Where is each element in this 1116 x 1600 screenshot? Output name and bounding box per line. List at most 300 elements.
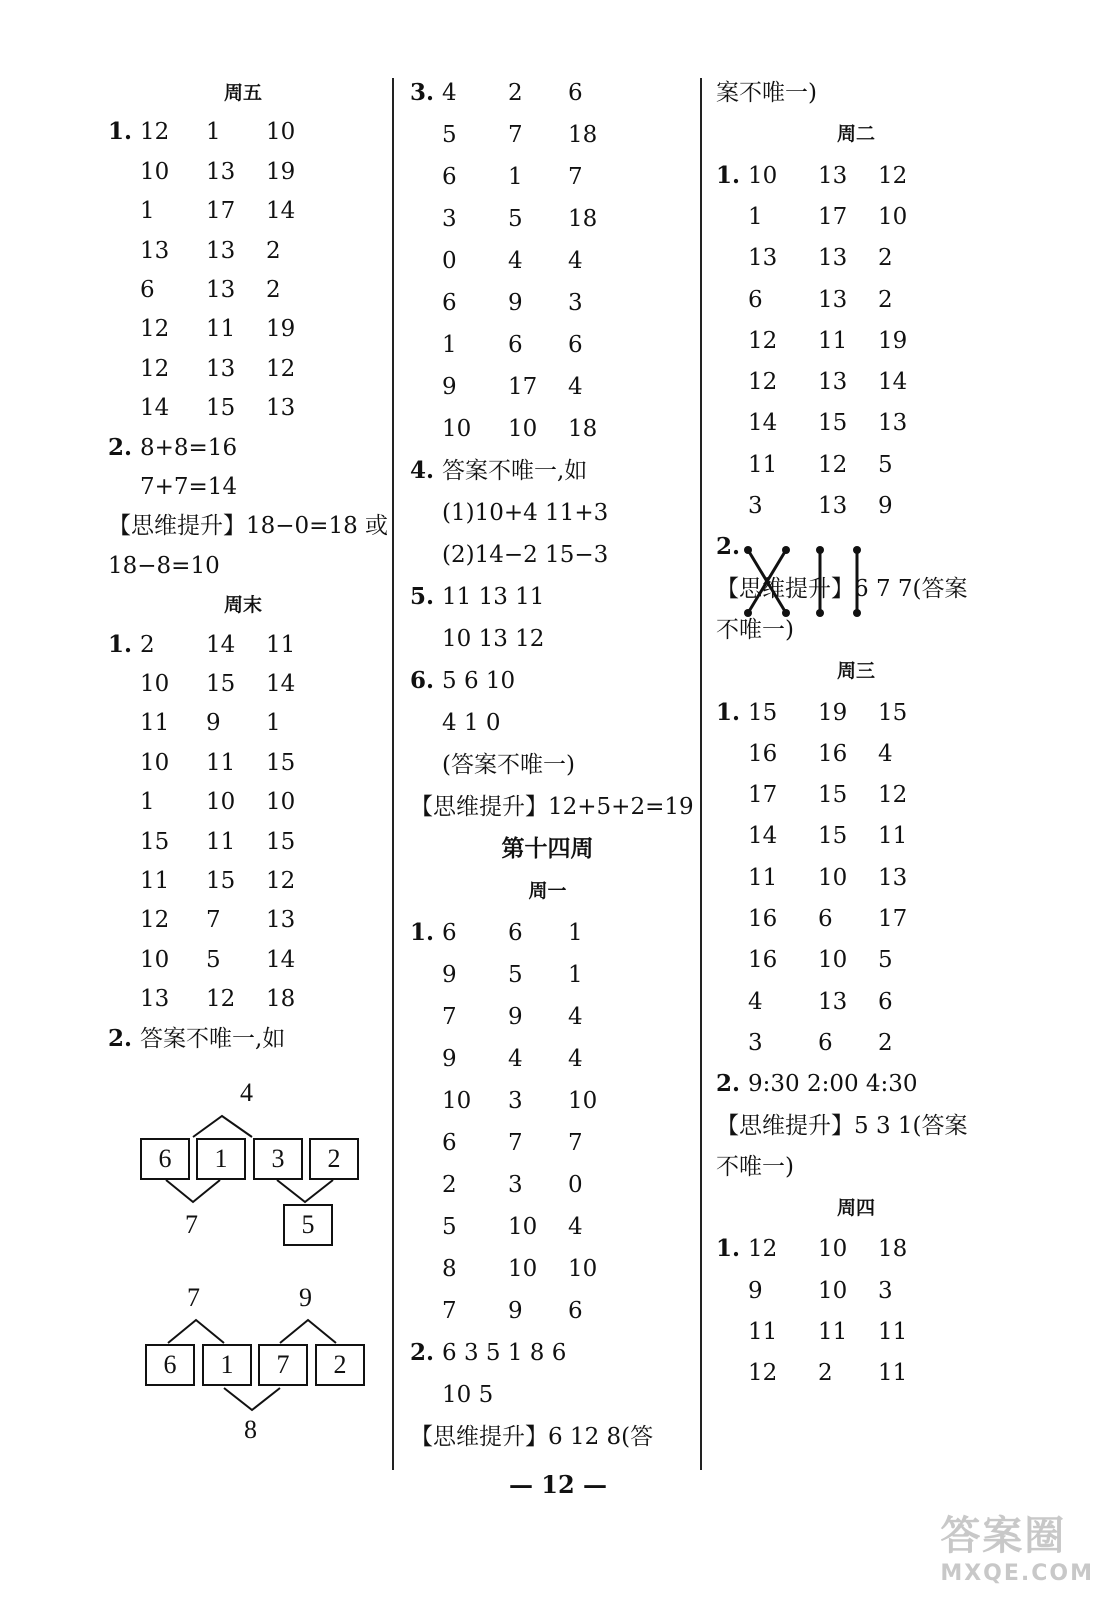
answer-value: 13 <box>818 493 848 519</box>
answer-text: 11 13 11 <box>442 584 545 610</box>
answer-value: 6 <box>568 80 583 106</box>
answer-value: 0 <box>442 248 457 274</box>
answer-value: 15 <box>266 749 296 776</box>
answer-value: 14 <box>748 410 778 437</box>
watermark-url: MXQE.COM <box>940 1561 1094 1586</box>
answer-line <box>716 1064 996 1104</box>
answer-text: (1)10+4 11+3 <box>442 500 609 526</box>
answer-value: 7 <box>568 1130 583 1156</box>
answer-value: 1 <box>266 710 281 737</box>
answer-value: 14 <box>206 631 236 658</box>
answer-value: 2 <box>878 286 893 313</box>
answer-value: 17 <box>878 906 908 932</box>
answer-value: 10 <box>442 416 472 442</box>
answer-value: 15 <box>140 828 170 855</box>
answer-value: 4 <box>748 988 763 1015</box>
answer-line <box>410 619 685 659</box>
answer-value: 15 <box>818 823 848 850</box>
answer-line <box>716 693 996 733</box>
answer-value: 1 <box>568 962 583 988</box>
answer-line <box>716 940 996 980</box>
watermark <box>940 1504 1094 1586</box>
answer-line <box>716 197 996 237</box>
answer-value: 9 <box>442 374 457 400</box>
answer-value: 9 <box>508 1298 523 1324</box>
answer-value: 10 <box>140 946 170 973</box>
answer-value: 6 <box>508 332 523 358</box>
answer-text: (答案不唯一) <box>442 752 575 778</box>
answer-value: 12 <box>748 327 778 354</box>
answer-text: 案不唯一) <box>716 80 817 106</box>
answer-value: 13 <box>206 237 236 264</box>
answer-line <box>716 899 996 939</box>
answer-value: 1 <box>140 198 155 225</box>
answer-value: 10 <box>818 947 848 974</box>
answer-value: 3 <box>748 493 763 519</box>
answer-line <box>410 661 685 701</box>
answer-line <box>716 1353 996 1393</box>
answer-line <box>716 403 996 443</box>
answer-value: 11 <box>748 451 778 478</box>
diagram-1-bottom-number: 7 <box>185 1210 198 1239</box>
diagram-2-box: 7 <box>258 1344 308 1386</box>
diagram-2-box: 1 <box>202 1344 252 1386</box>
answer-line <box>716 1271 996 1311</box>
answer-value: 15 <box>266 828 296 855</box>
answer-value: 11 <box>818 1319 848 1345</box>
answer-value: 6 <box>748 286 763 313</box>
answer-value: 4 <box>508 1046 523 1072</box>
answer-value: 10 <box>508 1256 538 1282</box>
answer-value: 11 <box>878 1360 908 1387</box>
day-heading: 周二 <box>836 123 875 146</box>
answer-value: 19 <box>266 158 296 185</box>
answer-value: 7 <box>206 907 221 934</box>
answer-value: 18 <box>266 986 296 1013</box>
answer-value: 13 <box>818 162 848 189</box>
answer-line <box>410 409 685 449</box>
answer-value: 17 <box>748 782 778 809</box>
answer-value: 15 <box>878 699 908 726</box>
answer-line <box>410 703 685 743</box>
answer-value: 6 <box>442 290 457 316</box>
question-number: 6. <box>410 667 435 694</box>
answer-value: 4 <box>442 80 457 106</box>
answer-value: 15 <box>818 782 848 809</box>
answer-value: 5 <box>442 1214 457 1240</box>
answer-value: 7 <box>508 122 523 148</box>
answer-value: 10 <box>508 1214 538 1240</box>
answer-line <box>716 816 996 856</box>
answer-value: 10 <box>140 158 170 185</box>
answer-line <box>410 913 685 953</box>
answer-line <box>716 734 996 774</box>
matching-lines-figure <box>730 540 880 630</box>
diagram-1-top-number: 4 <box>240 1078 253 1107</box>
answer-text: (2)14−2 15−3 <box>442 542 609 568</box>
answer-value: 8 <box>442 1256 457 1282</box>
answer-value: 13 <box>878 864 908 891</box>
answer-value: 13 <box>818 369 848 396</box>
answer-value: 10 <box>206 789 236 816</box>
answer-value: 7 <box>508 1130 523 1156</box>
question-number: 1. <box>108 118 133 146</box>
answer-line <box>716 1312 996 1352</box>
answer-value: 11 <box>266 631 296 658</box>
answer-value: 5 <box>508 962 523 988</box>
answer-value: 3 <box>508 1172 523 1198</box>
answer-value: 11 <box>818 327 848 354</box>
answer-value: 4 <box>568 374 583 400</box>
answer-value: 19 <box>266 316 296 343</box>
answer-value: 11 <box>878 823 908 850</box>
answer-value: 13 <box>206 158 236 185</box>
answer-line <box>410 199 685 239</box>
answer-value: 1 <box>206 119 221 146</box>
answer-value: 10 <box>878 203 908 230</box>
answer-line <box>716 445 996 485</box>
answer-value: 2 <box>818 1360 833 1387</box>
answer-value: 19 <box>818 699 848 726</box>
answer-value: 12 <box>266 355 296 382</box>
answer-line <box>716 362 996 402</box>
answer-text: 4 1 0 <box>442 710 501 736</box>
diagram-2-top-number: 9 <box>299 1283 312 1312</box>
answer-line <box>410 577 685 617</box>
answer-value: 12 <box>748 369 778 396</box>
answer-value: 6 <box>568 1298 583 1324</box>
answer-value: 13 <box>266 395 296 422</box>
answer-value: 10 <box>568 1256 598 1282</box>
answer-line <box>410 997 685 1037</box>
answer-value: 11 <box>878 1319 908 1345</box>
answer-text: 9:30 2:00 4:30 <box>748 1071 918 1098</box>
answer-text: 【思维提升】18−0=18 或 <box>108 513 389 540</box>
day-heading: 周三 <box>836 660 875 683</box>
answer-value: 12 <box>748 1236 778 1263</box>
answer-line <box>410 1417 685 1457</box>
answer-text: 10 13 12 <box>442 626 545 652</box>
question-number: 5. <box>410 583 435 610</box>
answer-value: 9 <box>878 493 893 519</box>
answer-value: 14 <box>878 369 908 396</box>
answer-value: 3 <box>508 1088 523 1114</box>
answer-value: 1 <box>140 789 155 816</box>
answer-text: 18−8=10 <box>108 552 220 579</box>
answer-line <box>410 73 685 113</box>
diagram-2-top-number: 7 <box>187 1283 200 1312</box>
question-number: 4. <box>410 457 435 484</box>
answer-line <box>410 1165 685 1205</box>
answer-line <box>716 858 996 898</box>
answer-value: 15 <box>748 699 778 726</box>
answer-value: 12 <box>140 316 170 343</box>
answer-line <box>716 156 996 196</box>
answer-line <box>410 1291 685 1331</box>
answer-line <box>410 1333 685 1373</box>
answer-value: 10 <box>140 749 170 776</box>
answer-line <box>410 1249 685 1289</box>
question-number: 1. <box>716 698 741 726</box>
answer-value: 10 <box>818 864 848 891</box>
answer-value: 14 <box>266 198 296 225</box>
answer-value: 11 <box>206 316 236 343</box>
question-number: 2. <box>410 1339 435 1366</box>
answer-value: 13 <box>206 355 236 382</box>
answer-value: 16 <box>818 740 848 767</box>
answer-value: 9 <box>206 710 221 737</box>
answer-line <box>410 241 685 281</box>
answer-value: 4 <box>568 1004 583 1030</box>
diagram-2-box: 2 <box>315 1344 365 1386</box>
column-divider <box>700 78 702 1470</box>
answer-value: 5 <box>508 206 523 232</box>
answer-line <box>410 1207 685 1247</box>
answer-value: 6 <box>818 1029 833 1056</box>
answer-value: 6 <box>442 1130 457 1156</box>
week-heading: 第十四周 <box>501 835 594 862</box>
answer-value: 11 <box>748 864 778 891</box>
answer-line <box>716 1106 996 1146</box>
diagram-1-box: 2 <box>309 1138 359 1180</box>
answer-value: 13 <box>266 907 296 934</box>
answer-value: 14 <box>266 671 296 697</box>
answer-value: 4 <box>508 248 523 274</box>
answer-value: 14 <box>140 395 170 422</box>
answer-line <box>716 73 996 113</box>
answer-value: 15 <box>818 410 848 437</box>
answer-value: 2 <box>442 1172 457 1198</box>
answer-value: 2 <box>508 80 523 106</box>
answer-line <box>410 1039 685 1079</box>
answer-text: 7+7=14 <box>140 474 238 500</box>
answer-value: 16 <box>748 906 778 932</box>
answer-text: 【思维提升】6 12 8(答 <box>410 1424 654 1450</box>
answer-line <box>716 280 996 320</box>
answer-value: 10 <box>508 416 538 442</box>
answer-value: 4 <box>568 1046 583 1072</box>
answer-value: 9 <box>442 1046 457 1072</box>
day-heading: 周五 <box>223 82 262 104</box>
question-number: 1. <box>716 161 741 189</box>
answer-value: 5 <box>206 946 221 973</box>
answer-value: 13 <box>878 410 908 437</box>
answer-value: 2 <box>140 631 155 658</box>
answer-line <box>716 775 996 815</box>
answer-value: 15 <box>206 395 236 422</box>
answer-value: 15 <box>206 868 236 894</box>
diagram-2-lines <box>0 0 400 1460</box>
answer-value: 19 <box>878 327 908 354</box>
diagram-1-box: 6 <box>140 1138 190 1180</box>
answer-value: 10 <box>266 119 296 146</box>
answer-value: 16 <box>748 740 778 767</box>
answer-value: 13 <box>140 986 170 1013</box>
answer-value: 14 <box>748 823 778 850</box>
answer-value: 5 <box>878 451 893 478</box>
answer-value: 6 <box>878 988 893 1015</box>
answer-value: 10 <box>748 162 778 189</box>
answer-value: 12 <box>140 907 170 934</box>
answer-value: 3 <box>442 206 457 232</box>
answer-line <box>410 1375 685 1415</box>
answer-value: 17 <box>508 374 538 400</box>
day-heading: 周一 <box>528 880 567 902</box>
question-number: 1. <box>716 1235 741 1263</box>
answer-value: 6 <box>508 920 523 946</box>
answer-line <box>410 157 685 197</box>
answer-value: 11 <box>140 710 170 737</box>
answer-value: 9 <box>508 290 523 316</box>
day-heading: 周四 <box>836 1197 875 1220</box>
answer-text: 答案不唯一,如 <box>140 1025 286 1052</box>
answer-line <box>716 238 996 278</box>
answer-line <box>716 982 996 1022</box>
answer-value: 10 <box>266 789 296 816</box>
answer-value: 12 <box>206 986 236 1013</box>
answer-value: 6 <box>140 277 155 303</box>
answer-value: 1 <box>748 203 763 230</box>
answer-value: 7 <box>568 164 583 190</box>
answer-value: 10 <box>818 1236 848 1263</box>
answer-value: 4 <box>568 248 583 274</box>
answer-value: 12 <box>748 1360 778 1387</box>
answer-value: 12 <box>140 355 170 382</box>
diagram-2-bottom-number: 8 <box>244 1415 257 1444</box>
answer-value: 11 <box>206 828 236 855</box>
diagram-1-box: 3 <box>253 1138 303 1180</box>
answer-value: 2 <box>878 1029 893 1056</box>
page-number: — 12 — <box>508 1470 608 1499</box>
answer-value: 18 <box>568 206 598 232</box>
answer-value: 11 <box>206 749 236 776</box>
answer-line <box>410 1081 685 1121</box>
answer-line <box>410 745 685 785</box>
question-number: 2. <box>716 533 741 561</box>
question-number: 2. <box>108 433 133 461</box>
answer-line <box>410 787 694 827</box>
answer-value: 15 <box>206 671 236 697</box>
answer-line <box>716 486 996 526</box>
answer-line <box>410 283 685 323</box>
answer-value: 14 <box>266 946 296 973</box>
question-number: 2. <box>108 1024 133 1052</box>
answer-text: 不唯一) <box>716 616 794 643</box>
answer-value: 12 <box>818 451 848 478</box>
answer-text: 【思维提升】5 3 1(答案 <box>716 1112 968 1139</box>
answer-text: 【思维提升】12+5+2=19 <box>410 794 694 820</box>
answer-value: 1 <box>568 920 583 946</box>
answer-value: 4 <box>878 740 893 767</box>
answer-text: 10 5 <box>442 1382 494 1408</box>
answer-line <box>410 1123 685 1163</box>
answer-value: 7 <box>442 1004 457 1030</box>
answer-value: 6 <box>568 332 583 358</box>
answer-line <box>410 367 685 407</box>
answer-value: 2 <box>266 277 281 303</box>
answer-value: 13 <box>206 277 236 303</box>
answer-value: 9 <box>748 1277 763 1304</box>
answer-value: 13 <box>140 237 170 264</box>
answer-value: 11 <box>748 1319 778 1345</box>
answer-text: 5 6 10 <box>442 668 516 694</box>
answer-value: 6 <box>442 164 457 190</box>
question-number: 1. <box>108 630 133 658</box>
day-heading: 周末 <box>223 594 262 617</box>
answer-value: 11 <box>140 868 170 894</box>
answer-value: 4 <box>568 1214 583 1240</box>
answer-value: 12 <box>140 119 170 146</box>
answer-text: 【思维提升】6 7 7(答案 <box>716 575 968 602</box>
answer-line <box>716 321 996 361</box>
answer-value: 7 <box>442 1298 457 1324</box>
answer-value: 3 <box>748 1029 763 1056</box>
question-number: 1. <box>410 919 435 946</box>
diagram-1-extra-box: 5 <box>283 1204 333 1246</box>
answer-value: 3 <box>568 290 583 316</box>
question-number: 2. <box>716 1070 741 1098</box>
answer-value: 9 <box>508 1004 523 1030</box>
answer-value: 12 <box>878 782 908 809</box>
watermark-logo-text: 答案圈 <box>940 1513 1067 1559</box>
answer-value: 13 <box>748 245 778 272</box>
answer-value: 12 <box>266 868 296 894</box>
answer-value: 18 <box>878 1236 908 1263</box>
answer-value: 2 <box>878 245 893 272</box>
diagram-1-box: 1 <box>196 1138 246 1180</box>
answer-value: 10 <box>568 1088 598 1114</box>
answer-value: 3 <box>878 1277 893 1304</box>
answer-text: 6 3 5 1 8 6 <box>442 1340 567 1366</box>
answer-text: 答案不唯一,如 <box>442 458 588 484</box>
answer-value: 17 <box>818 203 848 230</box>
question-number: 3. <box>410 79 435 106</box>
answer-value: 6 <box>442 920 457 946</box>
answer-line <box>410 535 685 575</box>
answer-value: 5 <box>442 122 457 148</box>
answer-value: 18 <box>568 416 598 442</box>
answer-line <box>410 451 685 491</box>
answer-value: 10 <box>140 671 170 697</box>
answer-text: 8+8=16 <box>140 434 238 461</box>
answer-value: 18 <box>568 122 598 148</box>
answer-value: 13 <box>818 286 848 313</box>
answer-value: 10 <box>442 1088 472 1114</box>
answer-line <box>716 1229 996 1269</box>
answer-line <box>716 1023 996 1063</box>
answer-line <box>410 955 685 995</box>
answer-value: 0 <box>568 1172 583 1198</box>
answer-value: 13 <box>818 245 848 272</box>
answer-line <box>410 493 685 533</box>
answer-value: 1 <box>442 332 457 358</box>
diagram-2-box: 6 <box>145 1344 195 1386</box>
answer-value: 13 <box>818 988 848 1015</box>
answer-value: 10 <box>818 1277 848 1304</box>
answer-line <box>716 1147 996 1187</box>
answer-line <box>410 325 685 365</box>
answer-value: 1 <box>508 164 523 190</box>
answer-value: 17 <box>206 198 236 225</box>
answer-value: 9 <box>442 962 457 988</box>
answer-value: 6 <box>818 906 833 932</box>
answer-value: 12 <box>878 162 908 189</box>
answer-line <box>410 115 685 155</box>
answer-value: 2 <box>266 237 281 264</box>
answer-text: 不唯一) <box>716 1153 794 1180</box>
answer-value: 5 <box>878 947 893 974</box>
answer-value: 16 <box>748 947 778 974</box>
